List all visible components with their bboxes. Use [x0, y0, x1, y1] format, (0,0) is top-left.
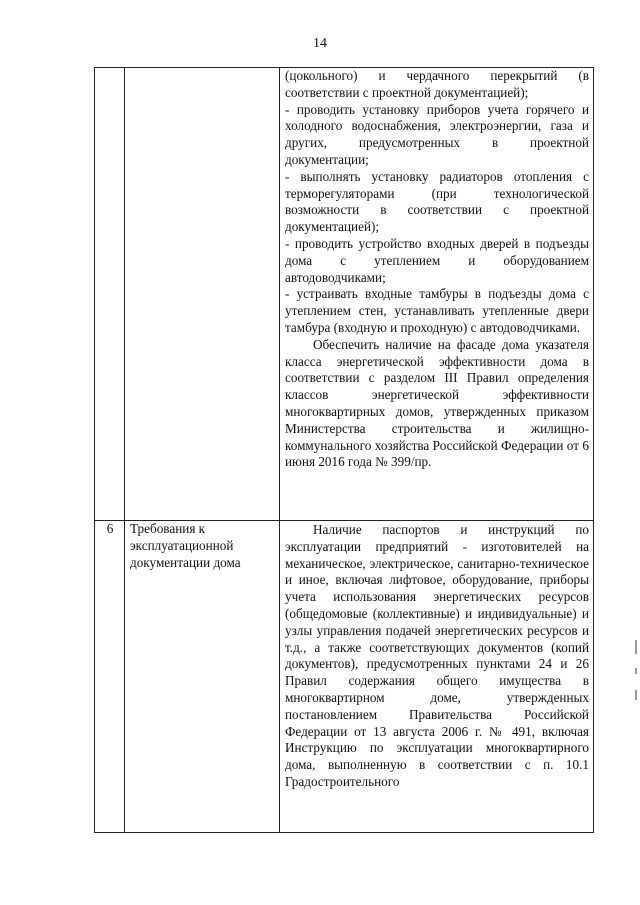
requirements-table — [94, 67, 594, 833]
table-row — [95, 521, 594, 833]
requirement-content-cell — [280, 68, 594, 521]
content-paragraph: - проводить устройство входных дверей в подъезды дома с утеплением и оборудованием автодоводчиками; — [285, 235, 589, 285]
scan-artifact — [635, 690, 637, 700]
content-paragraph: - проводить установку приборов учета горячего и холодного водоснабжения, электроэнергии, газа и других, предусмотренных в проектной документации; — [285, 101, 589, 167]
row-number-cell — [95, 68, 125, 521]
requirement-content-cell — [280, 521, 594, 833]
content-paragraph: Наличие паспортов и инструкций по эксплуатации предприятий - изготовителей на механическое, электрическое, санитарно-техническое и иное, включая лифтовое, оборудование, приборы учета использования энергетических ресурсов (общедомовые (коллективные) и индивидуальные) и узлы управления подачей энергетических ресурсов и т.д., а также соответствующих документов (копий документов), предусмотренных пунктами 24 и 26 Правил содержания общего имущества в многоквартирном доме, утвержденных постановлением Правительства Российской Федерации от 13 августа 2006 г. № 491, включая Инструкцию по эксплуатации многоквартирного дома, выполненную в соответствии с п. 10.1 Градостроительного — [285, 522, 589, 789]
page-number: 14 — [313, 36, 327, 51]
content-paragraph: - выполнять установку радиаторов отопления с терморегуляторами (при технологической возможности в соответствии с проектной документацией); — [285, 168, 589, 235]
requirement-name-cell: Требования к эксплуатационной документации дома — [125, 521, 280, 833]
content-paragraph: (цокольного) и чердачного перекрытий (в соответствии с проектной документацией); — [285, 68, 589, 100]
row-number-cell: 6 — [95, 521, 125, 833]
table-row — [95, 68, 594, 521]
scan-artifact — [635, 668, 637, 674]
scan-artifact — [635, 640, 637, 654]
requirement-name-cell — [125, 68, 280, 521]
content-paragraph: Обеспечить наличие на фасаде дома указателя класса энергетической эффективности дома в соответствии с разделом III Правил определения классов энергетической эффективности многоквартирных домов, утвержденных приказом Министерства строительства и жилищно-коммунального хозяйства Российской Федерации от 6 июня 2016 года № 399/пр. — [285, 336, 589, 470]
content-paragraph: - устраивать входные тамбуры в подъезды дома с утеплением стен, устанавливать утепленные двери тамбура (входную и проходную) с автодоводчиками. — [285, 286, 589, 335]
